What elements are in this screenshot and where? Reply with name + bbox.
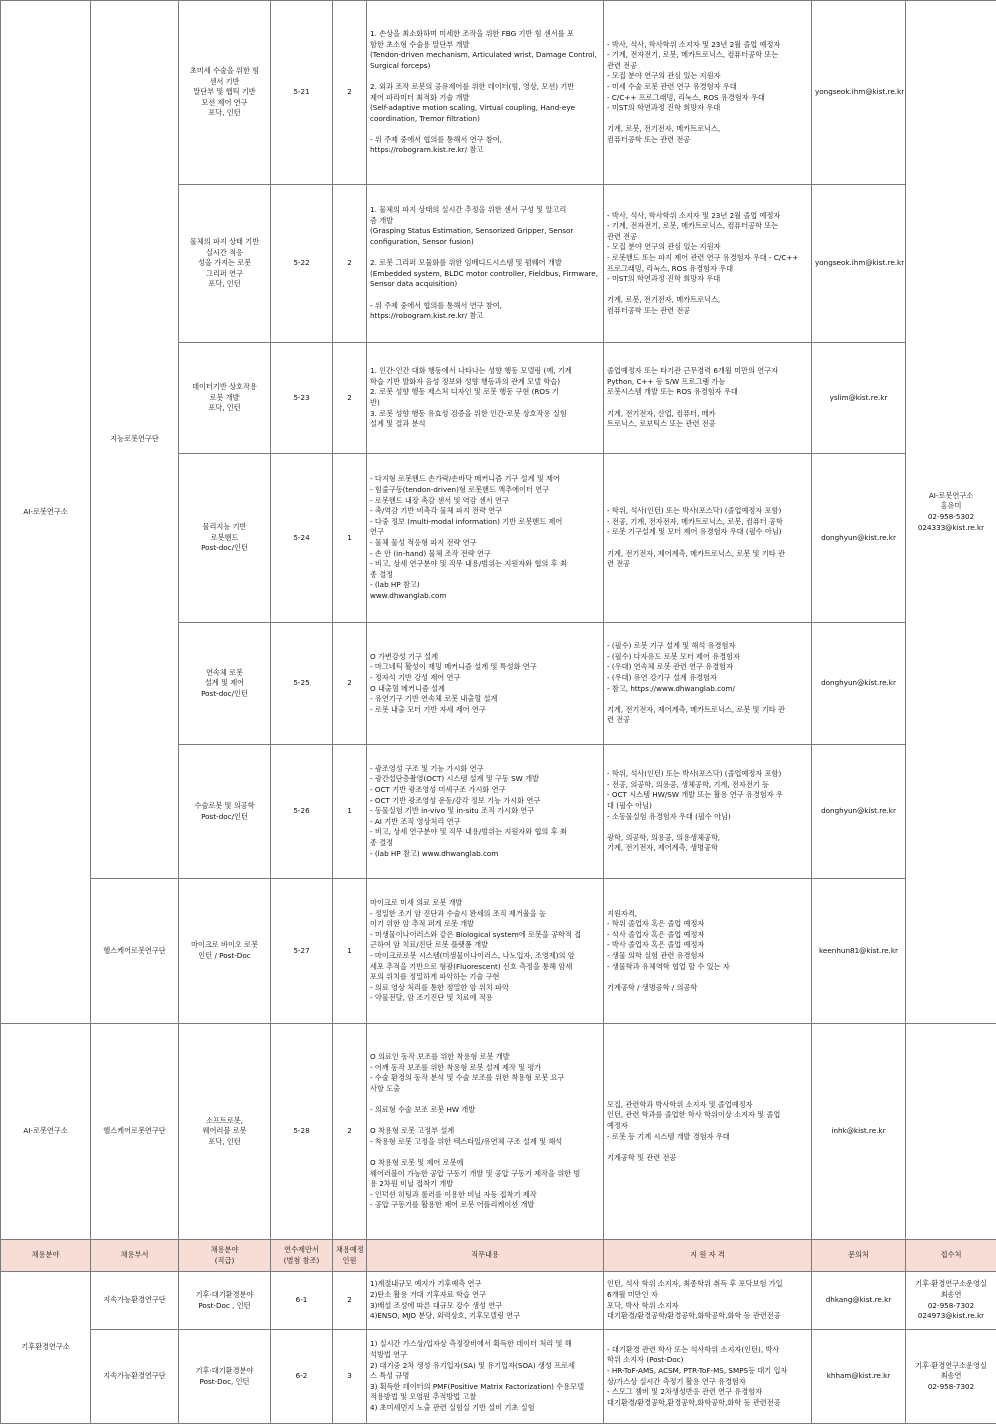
headcount: 2 [333,1272,367,1330]
headcount: 2 [333,185,367,343]
header-headcount: 채용예정 인원 [333,1240,367,1272]
qualification: - 학위, 석사(인턴) 또는 박사(포스닥) (졸업예정자 포함) - 전공, 기계, 전자전자, 메카트로닉스, 로봇, 컴퓨터 공학 - 로봇 기구설계 및 모터 제어 유경험자 우대 (필수 아님) 기계, 전기전자, 제어계측, 메카트로닉스, 로봇 및 기타 관 련 전공 [604,454,812,623]
proposal-code: 6-1 [271,1272,333,1330]
header-duty: 직무내용 [367,1240,604,1272]
header-field: 채용분야 [1,1240,91,1272]
proposal-code: 5-25 [271,623,333,745]
duty-description: 1. 물체의 파지 상태의 실시간 추정을 위한 센서 구성 및 알고리 즘 개발 (Grasping Status Estimation, Sensorized Gripper, Sensor configuration, Sensor fusion) 2. 로봇 그리퍼 모듈화를 위한 임베디드시스템 및 펌웨어 개발 (Embedded system, BLDC motor controller, Fieldbus, Firmware, Sensor data acquisition) - 위 주제 중에서 협의를 통해서 연구 참여, https://robogram.kist.re.kr/ 참고 [367,185,604,343]
position-title: 기후·대기환경분야 Post-Doc, 인턴 [179,1330,271,1424]
empty-cell [906,1024,996,1240]
headcount: 2 [333,623,367,745]
position-title: 물리지능 기반 로봇핸드 Post-doc/인턴 [179,454,271,623]
dept-climate-env: 기후환경연구소 [1,1272,91,1424]
receipt-climate-env-2: 기후·환경연구소운영실 최송연 02-958-7302 [906,1330,996,1424]
position-title: 연속체 로봇 설계 및 제어 Post-doc/인턴 [179,623,271,745]
duty-description: O 가변강성 기구 설계 - 마그네틱 활성이 재밍 메커니즘 설계 및 특성화 연구 - 정자석 기반 강성 제어 연구 O 내출혈 메커니즘 설계 - 유연기구 기반 연속체 로봇 내출혈 설계 - 로봇 내출 모터 기반 자세 제어 연구 [367,623,604,745]
position-title: 기후·대기환경분야 Post-Doc , 인턴 [179,1272,271,1330]
subdept-healthcare-robot: 헬스케어로봇연구단 [91,879,179,1024]
headcount: 3 [333,1330,367,1424]
contact-email[interactable]: inhk@kist.re.kr [812,1024,906,1240]
receipt-ai-robot: AI-로봇연구소 홍유미 02-958-5302 024333@kist.re.kr [906,1,996,1024]
qualification: - (필수) 로봇 기구 설계 및 해석 유경험자 - (필수) 다자유도 로봇 모터 제어 유경험자 - (우대) 연속체 로봇 관련 연구 유경험자 - (우대) 유연 강기구 설계 유경험자 - 참고, https://www.dhwanglab.com/ 기계, 전기전자, 제어계측, 메카트로닉스, 로봇 및 기타 관 련 전공 [604,623,812,745]
headcount: 1 [333,745,367,879]
qualification: 졸업예정자 또는 타기관 근무경력 6개월 미만의 연구자 Python, C++ 등 S/W 프로그램 가능 로봇시스템 개발 또는 ROS 유경험자 우대 기계, 전기전자, 산업, 컴퓨터, 메카 트로닉스, 로보틱스 또는 관련 전공 [604,343,812,454]
proposal-code: 5-27 [271,879,333,1024]
header-contact: 문의처 [812,1240,906,1272]
proposal-code: 6-2 [271,1330,333,1424]
proposal-code: 5-21 [271,1,333,185]
position-title: 마이크로 바이오 로봇 인턴 / Post-Doc [179,879,271,1024]
headcount: 2 [333,1024,367,1240]
position-title: 물체의 파지 상태 기반 실시간 적응 성을 가지는 로봇 그리퍼 연구 포닥, 인턴 [179,185,271,343]
contact-email[interactable]: yongseok.ihm@kist.re.kr [812,1,906,185]
proposal-code: 5-28 [271,1024,333,1240]
position-title: 소프트로봇, 웨어러블 로봇 포닥, 인턴 [179,1024,271,1240]
proposal-code: 5-23 [271,343,333,454]
duty-description: 1. 손상을 최소화하며 미세한 조작을 위한 FBG 기반 힘 센서를 포 함한 초소형 수술용 말단부 개발 (Tendon-driven mechanism, Articulated wrist, Damage Control, Surgical forceps) 2. 외과 조작 로봇의 공유제어를 위한 데이터(힘, 영상, 모션) 기반 제어 파라미터 최적화 기술 개발 (Self-adaptive motion scaling, Virtual coupling, Hand-eye coordination, Tremor filtration) - 위 주제 중에서 협의를 통해서 연구 참여, https://robogram.kist.re.kr/ 참고 [367,1,604,185]
qualification: - 박사, 석사, 학사학위 소지자 및 23년 2월 졸업 예정자 - 기계, 전자전기, 로봇, 메카트로닉스, 컴퓨터공학 또는 관련 전공 - 모집 분야 연구의 관심 있는 지원자 - 미세 수술 로봇 관련 연구 유경험자 우대 - C/C++ 프로그래밍, 리눅스, ROS 유경험자 우대 - 미ST의 학연과정 진학 희망자 우대 기계, 로봇, 전기전자, 메카트로닉스, 컴퓨터공학 또는 관련 전공 [604,1,812,185]
headcount: 2 [333,343,367,454]
proposal-code: 5-22 [271,185,333,343]
duty-description: - 다지형 로봇핸드 손가락/손바닥 메커니즘 기구 설계 및 제어 - 힘줄구동(tendon-driven)형 로봇핸드 액추에이터 연구 - 로봇핸드 내장 촉감 센서 및 역감 센서 연구 - 촉/역감 기반 비촉각 물체 파지 전략 연구 - 다중 정보 (multi-modal information) 기반 로봇핸드 제어 연구 - 물체 물성 적응형 파지 전략 연구 - 손 안 (in-hand) 물체 조작 전략 연구 - 비고, 상세 연구분야 및 직무 내용/범위는 지원자와 협의 후 최 종 결정 - (lab HP 참고) www.dhwanglab.com [367,454,604,623]
qualification: 모집, 관련학과 박사학위 소지자 및 졸업예정자 인턴, 관련 학과를 졸업한 학사 학위이상 소지자 및 졸업 예정자 - 로봇 등 기계 시스템 개발 경험자 우대 기계공학 및 관련 전공 [604,1024,812,1240]
duty-description: O 의료인 동작 보조를 위한 착용형 로봇 개발 - 어깨 동작 보조를 위한 착용형 로봇 설계 제작 및 평가 - 수술 환경의 동작 분석 및 수술 보조를 위한 착용형 로봇 요구 사항 도출 - 의료형 수술 보조 로봇 HW 개발 O 착용형 로봇 고정부 설계 - 착용형 로봇 고정을 위한 텍스타일/유연체 구조 설계 및 해석 O 착용형 로봇 및 제어 로봇에 웨어러블이 가능한 공압 구동기 개발 및 공압 구동기 제작을 위한 빔 용 2차원 비닐 접착기 개발 - 인덕션 히팅과 롤러를 이용한 비닐 자동 접착기 제작 - 공압 구동기를 활용한 제어 로봇 어플리케이션 개발 [367,1024,604,1240]
header-proposal: 연수제안서 (별첨 참조) [271,1240,333,1272]
contact-email[interactable]: yongseok.ihm@kist.re.kr [812,185,906,343]
subdept-sustainable-env: 지속가능환경연구단 [91,1272,179,1330]
qualification: - 박사, 석사, 학사학위 소지자 및 23년 2월 졸업 예정자 - 기계, 전자전기, 로봇, 메카트로닉스, 컴퓨터공학 또는 관련 전공 - 모집 분야 연구의 관심 있는 지원자 - 로봇핸드 또는 파지 제어 관련 연구 유경험자 우대 - C/C++ 프로그래밍, 리눅스, ROS 유경험자 우대 - 미ST의 학연과정 진학 희망자 우대 기계, 로봇, 전기전자, 메카트로닉스, 컴퓨터공학 또는 관련 전공 [604,185,812,343]
subdept-intelligent-robot: 지능로봇연구단 [91,1,179,879]
duty-description: 1)계절내규모 예지가 기후예측 연구 2)탄소 활용 거대 기후자료 학습 연구 3)배설 조성에 따른 대규모 강수 생성 연구 4)ENSO, MJO 분당, 외력상호, 기후모델링 연구 [367,1272,604,1330]
receipt-climate-env: 기후·환경연구소운영실 최송연 02-958-7302 024973@kist.re.kr [906,1272,996,1330]
dept-ai-robot: AI-로봇연구소 [1,1,91,1024]
subdept-sustainable-env-2: 지속가능환경연구단 [91,1330,179,1424]
position-title: 데이터기반 상호작용 로봇 개발 포닥, 인턴 [179,343,271,454]
duty-description: 마이크로 미세 의료 로봇 개발 - 정밀한 조기 암 진단과 수술시 완세의 조직 제거율을 높 이기 위한 암 추적 퍼게 로봇 개발 - 미생물이나이러스와 같은 Biological system에 로봇을 공학적 접 근하여 암 치료/진단 로봇 플랫폼 개발 - 마이크로로봇 시스템(미생물이나이러스, 나노입자, 조영제)의 암 세포 추적을 기반으로 형광(Fluorescent) 신호 측정을 통해 암세 포의 위치를 정밀하게 파악하는 기술 구현 - 의료 영상 처리를 통한 정밀한 암 위치 파악 - 약물전달, 암 조기진단 및 치료에 적용 [367,879,604,1024]
position-title: 수술로봇 및 의공학 Post-doc/인턴 [179,745,271,879]
contact-email[interactable]: donghyun@kist.re.kr [812,623,906,745]
duty-description: 1. 인간-인간 대화 행동에서 나타나는 성향 행동 모델링 (예, 기계 학습 기반 발화자 음성 정보와 성향 행동과의 관계 모델 학습) 2. 로봇 성향 행동 제스처 디자인 및 로봇 행동 구현 (ROS 기 반) 3. 로봇 성향 행동 유효성 검증을 위한 인간-로봇 상호작용 실험 설계 및 결과 분석 [367,343,604,454]
subdept-healthcare-robot-2: 헬스케어로봇연구단 [91,1024,179,1240]
qualification: - 대기환경 관련 학사 또는 석사학위 소지자(인턴), 박사 학위 소지자 (Post-Doc) - HR-ToF-AMS, ACSM, PTR-ToF-MS, SMPS등 대기 입자 상/가스상 실시간 측정기 활용 연구 유경험자 - 스모그 챔버 및 2차생성반응 관련 연구 유경험자 대기환경/환경공학,환경공학,화학공학,화학 등 관련전공 [604,1330,812,1424]
contact-email[interactable]: yslim@kist.re.kr [812,343,906,454]
dept-ai-robot-2: AI-로봇연구소 [1,1024,91,1240]
qualification: - 학위, 석사(인턴) 또는 박사(포스닥) (졸업예정자 포함) - 전공, 의공학, 의용공, 생체공학, 기계, 전자전기 등 - OCT 시스템 HW/SW 개발 또는 활용 연구 유경험자 우 대 (필수 아님) - 소동물실험 유경험자 우대 (필수 아님) 광학, 의공학, 의용공, 의용생체공학, 기계, 전기전자, 제어계측, 생명공학 [604,745,812,879]
contact-email[interactable]: keenhun81@kist.re.kr [812,879,906,1024]
contact-email[interactable]: donghyun@kist.re.kr [812,454,906,623]
headcount: 1 [333,879,367,1024]
proposal-code: 5-24 [271,454,333,623]
contact-email[interactable]: donghyun@kist.re.kr [812,745,906,879]
proposal-code: 5-26 [271,745,333,879]
duty-description: - 광조영성 구조 및 기능 가시화 연구 - 광간섭단층촬영(OCT) 시스템 설계 및 구동 SW 개발 - OCT 기반 광조영성 미세구조 가시화 연구 - OCT 기반 광조영성 운동/감각 정보 기능 가시화 연구 - 동물실험 기반 in-vivo 및 in-situ 조직 가시화 연구 - AI 기반 조직 영상처리 연구 - 비고, 상세 연구분야 및 직무 내용/범위는 지원자와 협의 후 최 종 결정 - (lab HP 참고) www.dhwanglab.com [367,745,604,879]
header-receipt: 접수처 [906,1240,996,1272]
header-qualification: 지 원 자 격 [604,1240,812,1272]
header-position: 채용분야 (직급) [179,1240,271,1272]
contact-email[interactable]: dhkang@kist.re.kr [812,1272,906,1330]
contact-email[interactable]: khham@kist.re.kr [812,1330,906,1424]
header-dept: 채용부서 [91,1240,179,1272]
position-title: 초미세 수술을 위한 힘 센서 기반 말단부 및 햅틱 기반 모션 제어 연구 포닥, 인턴 [179,1,271,185]
headcount: 1 [333,454,367,623]
qualification: 지원자격, - 학위 졸업자 혹은 졸업 예정자 - 석사 졸업자 혹은 졸업 예정자 - 박사 졸업자 혹은 졸업 예정자 - 생물 의학 실험 관련 유경험자 - 생물학과 유체역학 협업 할 수 있는 자 기계공학 / 생명공학 / 의공학 [604,879,812,1024]
qualification: 인턴, 석사 학위 소지자, 최종학위 취득 후 포닥보험 가입 6개월 미만인 자 포닥, 박사 학위 소지자 대기환경/환경공학/환경공학,화학공학,화학 등 관련전공 [604,1272,812,1330]
headcount: 2 [333,1,367,185]
duty-description: 1) 실시간 가스상/입자상 측정장비에서 획득한 데이터 처리 및 해 석방법 연구 2) 대기중 2차 생성 유기입자(SA) 및 유기입자(SOA) 생성 프로세 스 특성 규명 3) 획득한 데이터의 PMF(Positive Matrix Factorization) 수용모델 적용방법 및 오염원 추적방법 고찰 4) 초미세먼지 노출 관련 실험실 기반 설비 기초 실험 [367,1330,604,1424]
